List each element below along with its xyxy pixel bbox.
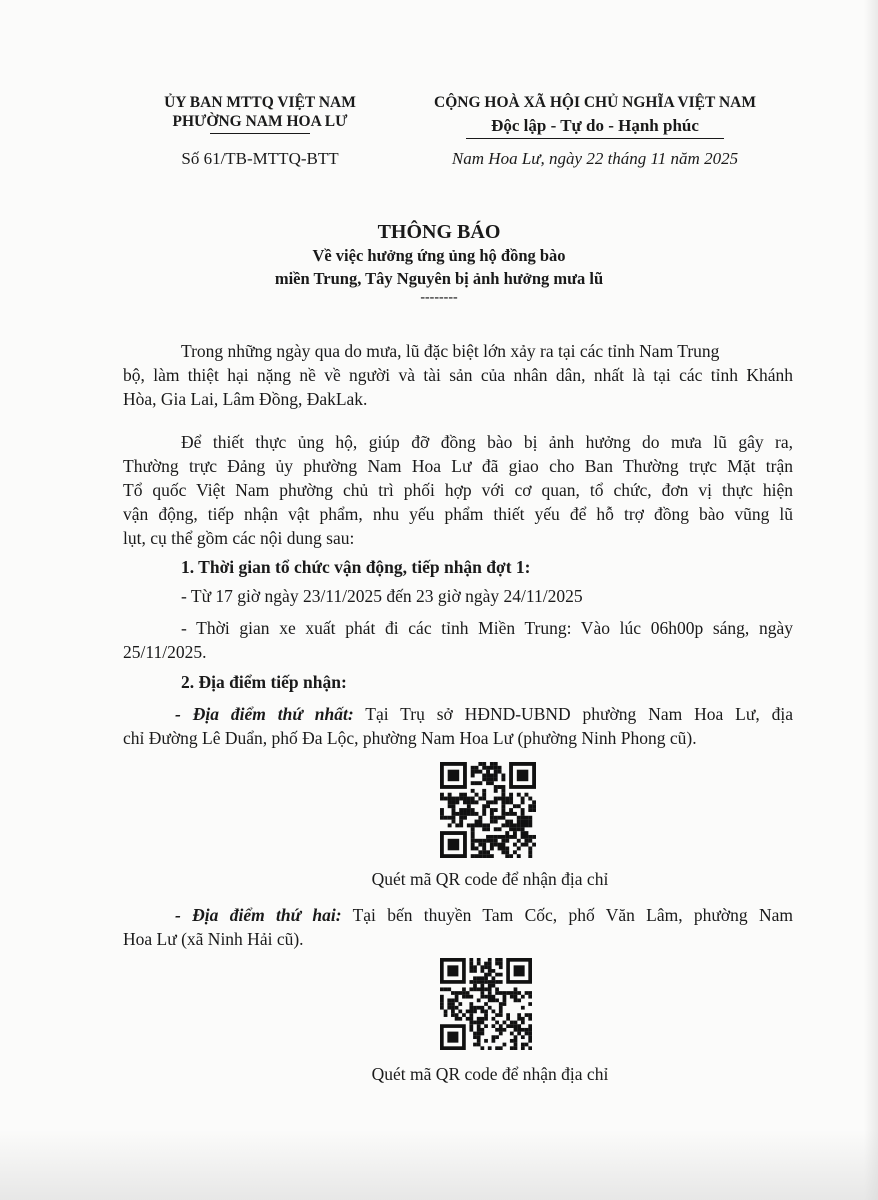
motto-underline — [466, 138, 724, 139]
paragraph-line: Hoa Lư (xã Ninh Hải cũ). — [123, 929, 304, 949]
section2-heading: 2. Địa điểm tiếp nhận: — [181, 672, 347, 692]
section1-heading: 1. Thời gian tổ chức vận động, tiếp nhận đợt 1: — [181, 557, 531, 577]
assignment-paragraph — [123, 430, 793, 550]
paragraph-line: Trong những ngày qua do mưa, lũ đặc biệt lớn xảy ra tại các tỉnh Nam Trung — [181, 341, 720, 361]
notice-title: THÔNG BÁO — [377, 221, 501, 243]
page-bottom-shadow — [0, 1130, 878, 1200]
paragraph-line: vận động, tiếp nhận vật phẩm, nhu yếu phẩm thiết yếu để hỗ trợ đồng bào vũng lũ — [123, 504, 793, 524]
paragraph-line: Để thiết thực ủng hộ, giúp đỡ đồng bào bị ảnh hưởng do mưa lũ gây ra, — [181, 432, 793, 452]
paragraph-line: Hòa, Gia Lai, Lâm Đồng, ĐakLak. — [123, 389, 368, 409]
qr-code-icon[interactable] — [440, 958, 532, 1050]
org-name-line2: PHƯỜNG NAM HOA LƯ — [172, 113, 348, 130]
paragraph-line: lụt, cụ thể gồm các nội dung sau: — [123, 528, 355, 548]
location1-text: Tại Trụ sở HĐND-UBND phường Nam Hoa Lư, địa — [353, 704, 793, 724]
notice-subtitle-line2: miền Trung, Tây Nguyên bị ảnh hưởng mưa lũ — [274, 269, 604, 288]
page-edge-shadow — [864, 0, 878, 1200]
location1-label: - Địa điểm thứ nhất: — [175, 704, 354, 724]
intro-paragraph — [123, 339, 793, 411]
qr-code-graphic — [440, 958, 532, 1050]
paragraph-line: chỉ Đường Lê Duẩn, phố Đa Lộc, phường Nam Hoa Lư (phường Ninh Phong cũ). — [123, 728, 697, 748]
paragraph-line — [123, 702, 793, 726]
national-motto: Độc lập - Tự do - Hạnh phúc — [491, 116, 699, 135]
qr-code-icon[interactable] — [440, 762, 536, 858]
location1-paragraph — [123, 702, 793, 750]
qr1-caption: Quét mã QR code để nhận địa chỉ — [371, 869, 609, 889]
org-underline — [210, 133, 310, 134]
section1-time-range: - Từ 17 giờ ngày 23/11/2025 đến 23 giờ ngày 24/11/2025 — [181, 586, 583, 606]
section1-departure — [123, 616, 793, 664]
location2-text: Tại bến thuyền Tam Cốc, phố Văn Lâm, phường Nam — [341, 905, 793, 925]
paragraph-line: - Thời gian xe xuất phát đi các tỉnh Miền Trung: Vào lúc 06h00p sáng, ngày — [181, 618, 793, 638]
doc-number: Số 61/TB-MTTQ-BTT — [181, 149, 339, 168]
qr2-caption: Quét mã QR code để nhận địa chỉ — [371, 1064, 609, 1084]
qr-code-graphic — [440, 762, 536, 858]
paragraph-line: Tổ quốc Việt Nam phường chủ trì phối hợp với cơ quan, tổ chức, đơn vị thực hiện — [123, 480, 793, 500]
notice-subtitle-line1: Về việc hưởng ứng ủng hộ đồng bào — [312, 246, 566, 265]
paragraph-line: Thường trực Đảng ủy phường Nam Hoa Lư đã giao cho Ban Thường trực Mặt trận — [123, 456, 793, 476]
nation-title: CỘNG HOÀ XÃ HỘI CHỦ NGHĨA VIỆT NAM — [434, 94, 756, 111]
paragraph-line: 25/11/2025. — [123, 642, 207, 662]
location2-paragraph — [123, 903, 793, 951]
place-date: Nam Hoa Lư, ngày 22 tháng 11 năm 2025 — [451, 149, 739, 168]
title-divider: -------- — [420, 290, 458, 305]
org-name-line1: ỦY BAN MTTQ VIỆT NAM — [164, 94, 356, 111]
location2-label: - Địa điểm thứ hai: — [175, 905, 342, 925]
paragraph-line — [123, 903, 793, 927]
paragraph-line: bộ, làm thiệt hại nặng nề về người và tài sản của nhân dân, nhất là tại các tỉnh Khánh — [123, 365, 793, 385]
